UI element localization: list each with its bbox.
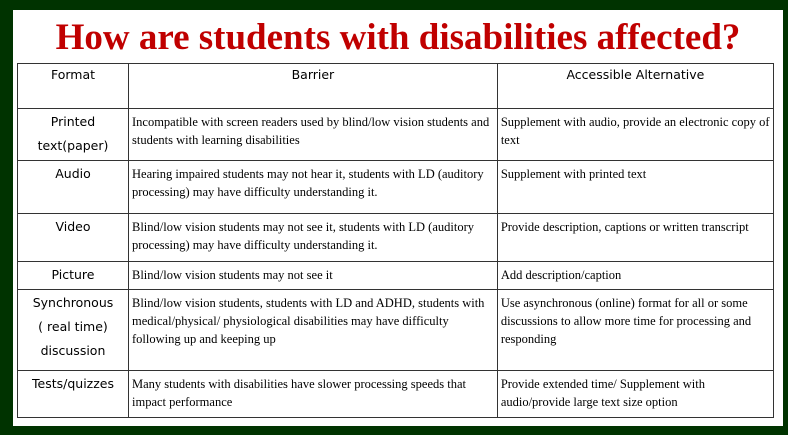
table-row [18,290,774,371]
barrier-cell: Blind/low vision students may not see it, students with LD (auditory processing) may have difficulty understanding it. [129,214,498,262]
format-cell [18,109,129,161]
alternative-cell: Provide extended time/ Supplement with audio/provide large text size option [497,371,773,418]
format-line: Synchronous [32,295,114,310]
format-line: Video [55,219,91,234]
format-cell [18,161,129,214]
header-alternative: Accessible Alternative [497,64,773,109]
format-line: Audio [55,166,91,181]
alternative-cell: Supplement with printed text [497,161,773,214]
table-row [18,371,774,418]
alternative-cell: Use asynchronous (online) format for all or some discussions to allow more time for processing and responding [497,290,773,371]
table-row [18,214,774,262]
alternative-cell: Add description/caption [497,262,773,290]
format-cell [18,290,129,371]
barrier-cell: Incompatible with screen readers used by blind/low vision students and students with learning disabilities [129,109,498,161]
table-row [18,109,774,161]
format-cell [18,214,129,262]
format-line: Picture [51,267,95,282]
slide-title: How are students with disabilities affected? [55,17,741,58]
barrier-cell: Blind/low vision students, students with LD and ADHD, students with medical/physical/ physiological disabilities may have difficulty following up and keeping up [129,290,498,371]
accessibility-table [17,63,774,418]
barrier-cell: Blind/low vision students may not see it [129,262,498,290]
format-cell [18,262,129,290]
table-row [18,262,774,290]
format-cell [18,371,129,418]
format-line: text(paper) [37,138,109,153]
alternative-cell: Supplement with audio, provide an electronic copy of text [497,109,773,161]
barrier-cell: Hearing impaired students may not hear it, students with LD (auditory processing) may have difficulty understanding it. [129,161,498,214]
table-row [18,161,774,214]
slide [13,10,783,426]
barrier-cell: Many students with disabilities have slower processing speeds that impact performance [129,371,498,418]
alternative-cell: Provide description, captions or written transcript [497,214,773,262]
header-format: Format [18,64,129,109]
format-line: discussion [40,343,106,358]
table-header-row [18,64,774,109]
header-barrier: Barrier [129,64,498,109]
format-line: Tests/quizzes [32,376,114,391]
format-line: Printed [50,114,96,129]
format-line: ( real time) [38,319,108,334]
